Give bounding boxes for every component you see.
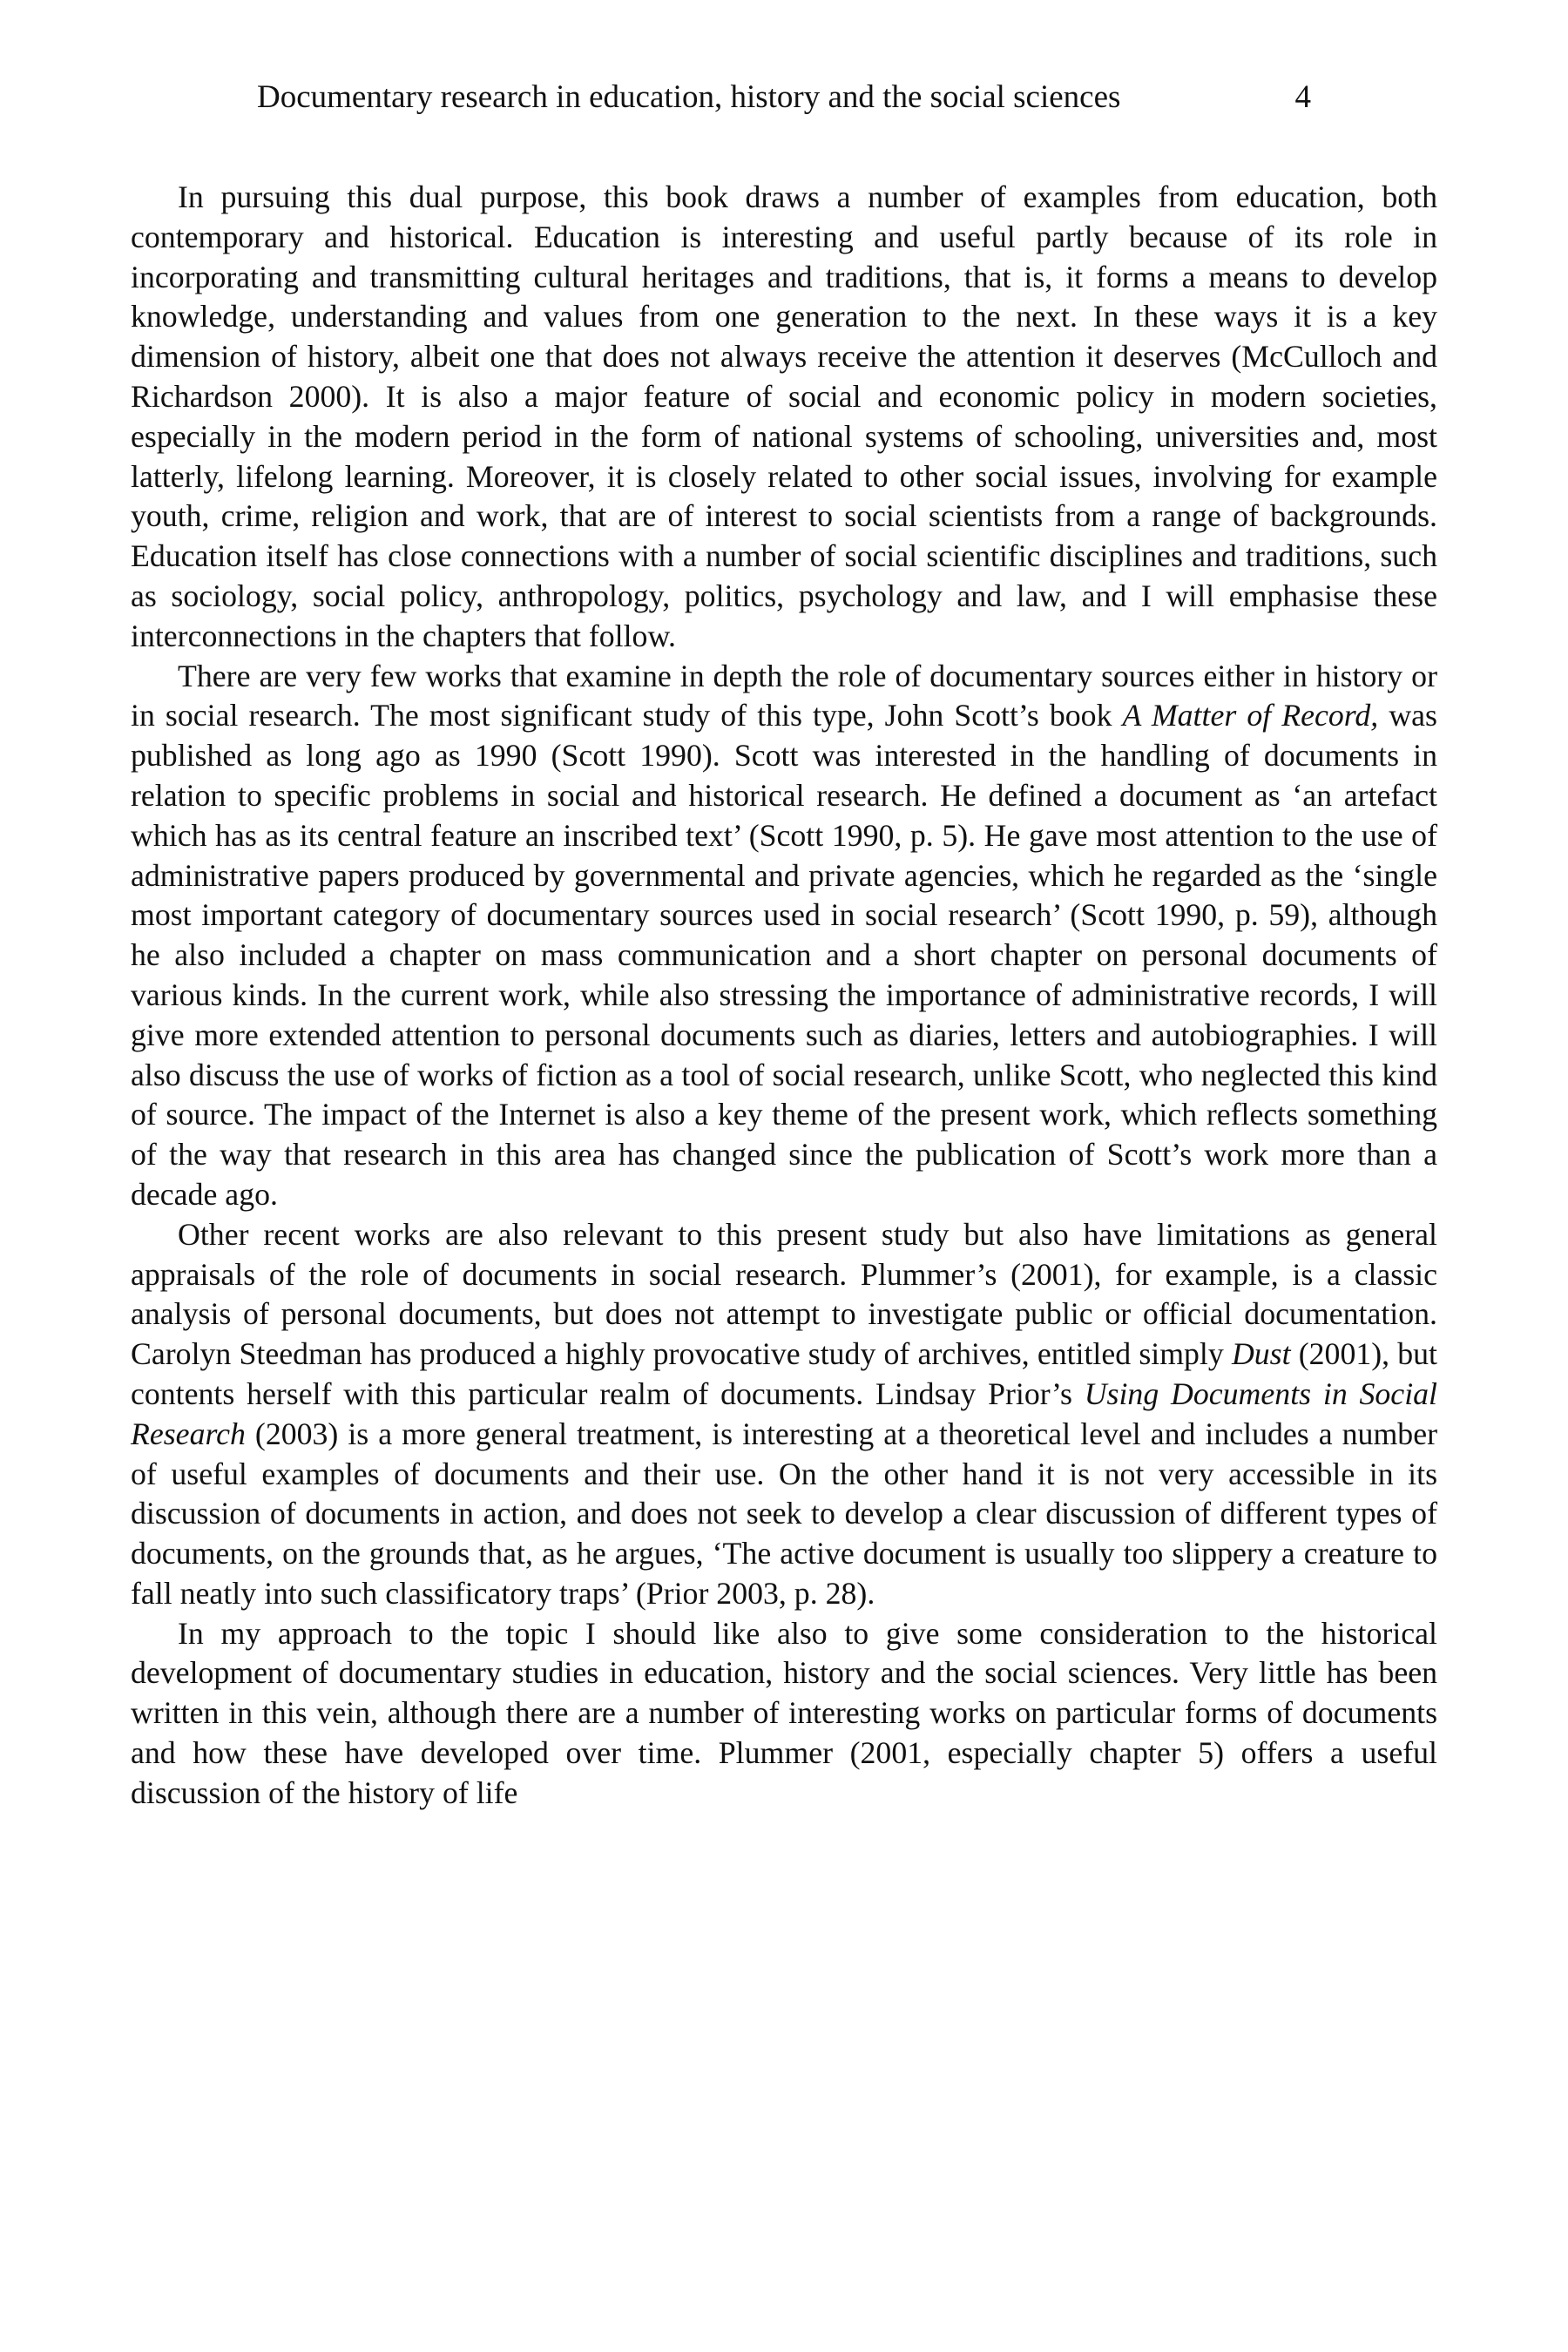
running-head-title: Documentary research in education, history and the social sciences: [257, 79, 1121, 115]
paragraph-text: (2003) is a more general treatment, is interesting at a theoretical level and includes a number of useful examples of documents and their use. On the other hand it is not very accessible in its discussion of documents in action, and does not seek to develop a clear discussion of different types of documents, on the grounds that, as he argues, ‘The active document is usually too slippery a creature to fall neatly into such classificatory traps’ (Prior 2003, p. 28).: [131, 1416, 1437, 1611]
paragraph-1: [131, 178, 1437, 657]
book-title-a-matter-of-record: A Matter of Record,: [1122, 698, 1379, 733]
paragraph-text: In pursuing this dual purpose, this book draws a number of examples from education, both contemporary and historical. Education is interesting and useful partly because of its role in incorporating and transmitting cultural heritages and traditions, that is, it forms a means to develop knowledge, understanding and values from one generation to the next. In these ways it is a key dimension of history, albeit one that does not always receive the attention it deserves (McCulloch and Richardson 2000). It is also a major feature of social and economic policy in modern societies, especially in the modern period in the form of national systems of schooling, universities and, most latterly, lifelong learning. Moreover, it is closely related to other social issues, involving for example youth, crime, religion and work, that are of interest to social scientists from a range of backgrounds. Education itself has close connections with a number of social scientific disciplines and traditions, such as sociology, social policy, anthropology, politics, psychology and law, and I will emphasise these interconnections in the chapters that follow.: [131, 179, 1437, 653]
book-title-using-documents: Using Documents in Social Research: [131, 1375, 1437, 1451]
paragraph-4: [131, 1614, 1437, 1814]
paragraph-text: There are very few works that examine in depth the role of documentary sources either in history or in social research. The most significant study of this type, John Scott’s book: [131, 658, 1437, 733]
body-text: [131, 178, 1437, 1814]
paragraph-text: In my approach to the topic I should like also to give some consideration to the historical development of documentary studies in education, history and the social sciences. Very little has been written in this vein, although there are a number of interesting works on particular forms of documents and how these have developed over time. Plummer (2001, especially chapter 5) offers a useful discussion of the history of life: [131, 1615, 1437, 1810]
page-number: 4: [1294, 79, 1311, 115]
paragraph-text: Other recent works are also relevant to this present study but also have limitations as general appraisals of the role of documents in social research. Plummer’s (2001), for example, is a classic analysis of personal documents, but does not attempt to investigate public or official documentation. Carolyn Steedman has produced a highly provocative study of archives, entitled simply: [131, 1216, 1437, 1372]
book-title-dust: Dust: [1231, 1336, 1291, 1372]
paragraph-2: [131, 657, 1437, 1215]
paragraph-3: [131, 1215, 1437, 1614]
running-head: [257, 71, 1311, 124]
paragraph-text: (2001), but contents herself with this particular realm of documents. Lindsay Prior’s: [131, 1336, 1438, 1411]
paragraph-text: was published as long ago as 1990 (Scott 1990). Scott was interested in the handling of documents in relation to specific problems in social and historical research. He defined a document as ‘an artefact which has as its central feature an inscribed text’ (Scott 1990, p. 5). He gave most attention to the use of administrative papers produced by governmental and private agencies, which he regarded as the ‘single most important category of documentary sources used in social research’ (Scott 1990, p. 59), although he also included a chapter on mass communication and a short chapter on personal documents of various kinds. In the current work, while also stressing the importance of administrative records, I will give more extended attention to personal documents such as diaries, letters and autobiographies. I will also discuss the use of works of fiction as a tool of social research, unlike Scott, who neglected this kind of source. The impact of the Internet is also a key theme of the present work, which reflects something of the way that research in this area has changed since the publication of Scott’s work more than a decade ago.: [131, 698, 1437, 1212]
